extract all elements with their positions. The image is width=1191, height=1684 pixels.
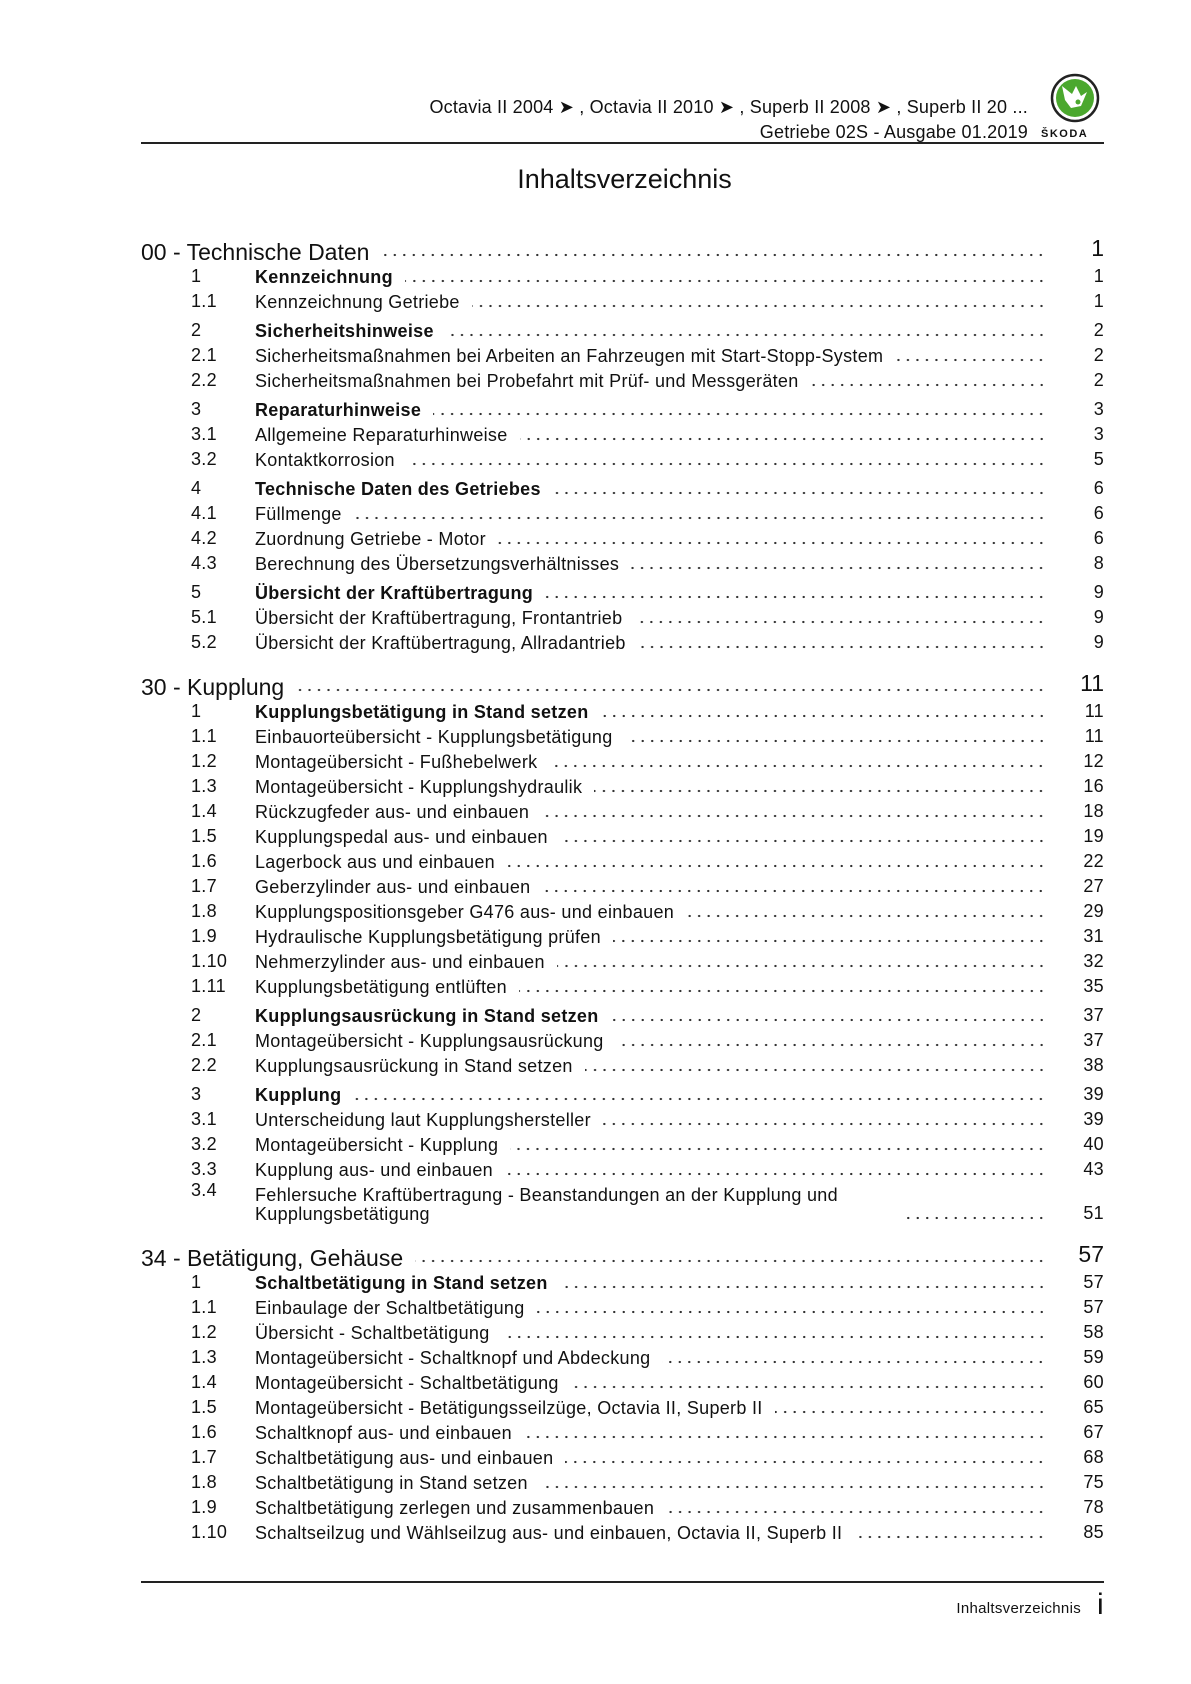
entry-page: 2: [1093, 320, 1104, 340]
entry-number: 1: [191, 701, 202, 721]
toc-entry[interactable]: [141, 1080, 1104, 1105]
entry-number: 1: [191, 266, 202, 286]
dot-leader: [560, 838, 1046, 844]
toc-entry[interactable]: [141, 1318, 1104, 1343]
entry-page: 68: [1083, 1447, 1104, 1467]
entry-page: 38: [1083, 1055, 1104, 1075]
entry-number: 5.1: [191, 607, 217, 627]
entry-title: Lagerbock aus und einbauen: [255, 852, 495, 872]
entry-title: Einbauorteübersicht - Kupplungsbetätigung: [255, 727, 613, 747]
entry-title: Kontaktkorrosion: [255, 450, 395, 470]
entry-title: Kupplungsausrückung in Stand setzen: [255, 1006, 599, 1026]
logo-text: ŠKODA: [1041, 128, 1089, 140]
entry-page: 65: [1083, 1397, 1104, 1417]
entry-number: 2.2: [191, 1055, 217, 1075]
dot-leader: [895, 357, 1046, 363]
toc-entry[interactable]: [141, 872, 1104, 897]
entry-title: Unterscheidung laut Kupplungshersteller: [255, 1110, 591, 1130]
entry-title: Übersicht der Kraftübertragung: [255, 583, 534, 603]
chapter-title: 34 - Betätigung, Gehäuse: [141, 1245, 404, 1271]
dot-leader: [545, 594, 1046, 600]
dot-leader: [634, 619, 1046, 625]
entry-page: 22: [1083, 851, 1104, 871]
entry-title: Kupplungsbetätigung in Stand setzen: [255, 702, 589, 722]
entry-number: 1: [191, 1272, 202, 1292]
entry-title: Geberzylinder aus- und einbauen: [255, 877, 531, 897]
entry-page: 59: [1083, 1347, 1104, 1367]
entry-page: 39: [1083, 1109, 1104, 1129]
entry-title: Montageübersicht - Schaltbetätigung: [255, 1373, 559, 1393]
entry-number: 2.2: [191, 370, 217, 390]
entry-number: 3.2: [191, 1134, 217, 1154]
toc-entry[interactable]: [141, 847, 1104, 872]
entry-number: 1.5: [191, 1397, 217, 1417]
entry-page: 8: [1093, 553, 1104, 573]
dot-leader: [510, 1146, 1046, 1152]
entry-title: Schaltbetätigung aus- und einbauen: [255, 1448, 554, 1468]
dot-leader: [553, 490, 1046, 496]
toc-entry[interactable]: [141, 1293, 1104, 1318]
dot-leader: [296, 687, 1046, 693]
entry-page: 39: [1083, 1084, 1104, 1104]
toc-entry[interactable]: [141, 697, 1104, 722]
entry-title: Schaltbetätigung in Stand setzen: [255, 1473, 528, 1493]
entry-title: Kennzeichnung: [255, 267, 393, 287]
entry-title: Berechnung des Übersetzungsverhältnisses: [255, 554, 620, 574]
toc-entry[interactable]: [141, 1130, 1104, 1155]
footer-divider: [141, 1581, 1104, 1583]
toc-entry[interactable]: [141, 603, 1104, 628]
toc-chapter[interactable]: [141, 667, 1104, 700]
header-models: Octavia II 2004 ➤ , Octavia II 2010 ➤ , Superb II 2008 ➤ , Superb II 20 ...: [429, 97, 1028, 117]
toc-entry[interactable]: [141, 922, 1104, 947]
entry-number: 1.3: [191, 776, 217, 796]
entry-title: Kupplungsausrückung in Stand setzen: [255, 1056, 573, 1076]
toc-entry[interactable]: [141, 972, 1104, 997]
entry-title: Montageübersicht - Kupplungsausrückung: [255, 1031, 604, 1051]
entry-title: Hydraulische Kupplungsbetätigung prüfen: [255, 927, 601, 947]
dot-leader: [502, 1334, 1046, 1340]
dot-leader: [505, 1171, 1046, 1177]
toc-entry[interactable]: [141, 1418, 1104, 1443]
dot-leader: [625, 738, 1046, 744]
chapter-title: 00 - Technische Daten: [141, 239, 370, 265]
entry-title: Montageübersicht - Kupplung: [255, 1135, 499, 1155]
entry-number: 2.1: [191, 345, 217, 365]
entry-title: Sicherheitsmaßnahmen bei Arbeiten an Fahrzeugen mit Start-Stopp-System: [255, 346, 884, 366]
entry-page: 3: [1093, 424, 1104, 444]
toc-entry[interactable]: [141, 578, 1104, 603]
dot-leader: [472, 303, 1046, 309]
entry-page: 11: [1084, 726, 1104, 746]
entry-page: 67: [1083, 1422, 1104, 1442]
toc-entry[interactable]: [141, 1343, 1104, 1368]
dot-leader: [542, 888, 1046, 894]
toc-entry[interactable]: [141, 341, 1104, 366]
dot-leader: [446, 332, 1046, 338]
toc-entry[interactable]: [141, 1518, 1104, 1543]
dot-leader: [613, 938, 1046, 944]
entry-title: Fehlersuche Kraftübertragung - Beanstandungen an der Kupplung und Kupplungsbetätigung: [255, 1185, 838, 1224]
entry-number: 1.4: [191, 801, 217, 821]
entry-number: 1.2: [191, 751, 217, 771]
entry-number: 3: [191, 1084, 202, 1104]
dot-leader: [603, 1121, 1046, 1127]
dot-leader: [565, 1459, 1046, 1465]
entry-title: Sicherheitshinweise: [255, 321, 434, 341]
entry-number: 3.4: [191, 1180, 217, 1200]
entry-title: Sicherheitsmaßnahmen bei Probefahrt mit Prüf- und Messgeräten: [255, 371, 799, 391]
toc-entry[interactable]: [141, 947, 1104, 972]
entry-title: Zuordnung Getriebe - Motor: [255, 529, 486, 549]
dot-leader: [616, 1042, 1046, 1048]
toc-entry[interactable]: [141, 395, 1104, 420]
dot-leader: [520, 436, 1046, 442]
dot-leader: [549, 763, 1046, 769]
entry-page: 1: [1093, 291, 1104, 311]
dot-leader: [519, 988, 1046, 994]
dot-leader: [557, 963, 1046, 969]
entry-number: 3.1: [191, 1109, 217, 1129]
entry-number: 1.10: [191, 1522, 228, 1542]
entry-title: Montageübersicht - Schaltknopf und Abdeckung: [255, 1348, 651, 1368]
dot-leader: [541, 813, 1046, 819]
entry-title: Nehmerzylinder aus- und einbauen: [255, 952, 545, 972]
dot-leader: [631, 565, 1046, 571]
entry-title: Schaltbetätigung in Stand setzen: [255, 1273, 548, 1293]
entry-page: 32: [1083, 951, 1104, 971]
entry-page: 37: [1083, 1030, 1104, 1050]
dot-leader: [560, 1284, 1046, 1290]
entry-page: 3: [1093, 399, 1104, 419]
entry-page: 19: [1083, 826, 1104, 846]
entry-page: 9: [1093, 632, 1104, 652]
entry-number: 1.2: [191, 1322, 217, 1342]
toc-entry[interactable]: [141, 1155, 1104, 1180]
dot-leader: [601, 713, 1047, 719]
dot-leader: [686, 913, 1046, 919]
entry-page: 75: [1083, 1472, 1104, 1492]
chapter-title: 30 - Kupplung: [141, 674, 285, 700]
dot-leader: [405, 278, 1046, 284]
entry-page: 51: [1083, 1203, 1104, 1223]
toc-entry[interactable]: [141, 1493, 1104, 1518]
dot-leader: [585, 1067, 1046, 1073]
toc-entry[interactable]: [141, 897, 1104, 922]
toc-entry[interactable]: [141, 262, 1104, 287]
toc-entry[interactable]: [141, 1268, 1104, 1293]
entry-number: 4.3: [191, 553, 217, 573]
entry-title: Rückzugfeder aus- und einbauen: [255, 802, 530, 822]
toc-entry[interactable]: [141, 474, 1104, 499]
entry-number: 1.8: [191, 1472, 217, 1492]
header-edition: Getriebe 02S - Ausgabe 01.2019: [759, 122, 1028, 142]
toc-chapter[interactable]: [141, 232, 1104, 265]
toc-chapter[interactable]: [141, 1238, 1104, 1271]
dot-leader: [594, 788, 1046, 794]
entry-page: 9: [1093, 607, 1104, 627]
entry-page: 35: [1083, 976, 1104, 996]
dot-leader: [854, 1534, 1046, 1540]
entry-number: 3.2: [191, 449, 217, 469]
dot-leader: [811, 382, 1046, 388]
entry-page: 60: [1083, 1372, 1104, 1392]
dot-leader: [571, 1384, 1046, 1390]
entry-title: Montageübersicht - Betätigungsseilzüge, Octavia II, Superb II: [255, 1398, 763, 1418]
toc-entry[interactable]: [141, 287, 1104, 312]
entry-page: 57: [1083, 1272, 1104, 1292]
toc-entry[interactable]: [141, 1180, 1104, 1224]
toc-entry[interactable]: [141, 1105, 1104, 1130]
entry-number: 1.1: [191, 726, 217, 746]
dot-leader: [540, 1484, 1046, 1490]
entry-page: 37: [1083, 1005, 1104, 1025]
entry-number: 1.5: [191, 826, 217, 846]
dot-leader: [537, 1309, 1047, 1315]
entry-page: 29: [1083, 901, 1104, 921]
toc-entry[interactable]: [141, 445, 1104, 470]
entry-number: 3.1: [191, 424, 217, 444]
footer-label: Inhaltsverzeichnis: [956, 1600, 1081, 1617]
entry-page: 43: [1083, 1159, 1104, 1179]
footer-page-number: i: [1097, 1588, 1104, 1621]
toc-entry[interactable]: [141, 366, 1104, 391]
entry-title: Kupplungspedal aus- und einbauen: [255, 827, 548, 847]
toc-entry[interactable]: [141, 628, 1104, 653]
dot-leader: [433, 411, 1046, 417]
entry-title: Reparaturhinweise: [255, 400, 422, 420]
entry-number: 5: [191, 582, 202, 602]
entry-title: Schaltseilzug und Wählseilzug aus- und einbauen, Octavia II, Superb II: [255, 1523, 843, 1543]
entry-title: Allgemeine Reparaturhinweise: [255, 425, 508, 445]
toc-entry[interactable]: [141, 549, 1104, 574]
dot-leader: [407, 461, 1046, 467]
entry-number: 1.6: [191, 851, 217, 871]
entry-number: 1.3: [191, 1347, 217, 1367]
dot-leader: [775, 1409, 1046, 1415]
entry-title: Schaltbetätigung zerlegen und zusammenbauen: [255, 1498, 655, 1518]
document-header: [429, 95, 1028, 145]
entry-number: 3.3: [191, 1159, 217, 1179]
entry-page: 57: [1083, 1297, 1104, 1317]
entry-title: Übersicht - Schaltbetätigung: [255, 1323, 490, 1343]
dot-leader: [507, 863, 1046, 869]
entry-page: 6: [1093, 503, 1104, 523]
dot-leader: [666, 1509, 1046, 1515]
chapter-page: 11: [1080, 670, 1104, 696]
entry-page: 31: [1083, 926, 1104, 946]
entry-title: Kennzeichnung Getriebe: [255, 292, 460, 312]
dot-leader: [415, 1258, 1046, 1264]
entry-number: 1.4: [191, 1372, 217, 1392]
entry-number: 2: [191, 320, 202, 340]
entry-number: 1.9: [191, 1497, 217, 1517]
entry-number: 1.10: [191, 951, 228, 971]
entry-title: Kupplung aus- und einbauen: [255, 1160, 493, 1180]
toc-entry[interactable]: [141, 772, 1104, 797]
toc-entry[interactable]: [141, 797, 1104, 822]
toc-entry[interactable]: [141, 499, 1104, 524]
entry-page: 16: [1083, 776, 1104, 796]
entry-page: 18: [1083, 801, 1104, 821]
entry-page: 40: [1083, 1134, 1104, 1154]
dot-leader: [524, 1434, 1046, 1440]
entry-title: Einbaulage der Schaltbetätigung: [255, 1298, 525, 1318]
chapter-page: 1: [1091, 235, 1104, 261]
entry-number: 1.9: [191, 926, 217, 946]
entry-number: 1.11: [191, 976, 226, 996]
entry-page: 2: [1093, 370, 1104, 390]
entry-title: Kupplung: [255, 1085, 342, 1105]
toc-entry[interactable]: [141, 747, 1104, 772]
toc-entry[interactable]: [141, 316, 1104, 341]
toc-entry[interactable]: [141, 1051, 1104, 1076]
entry-page: 85: [1083, 1522, 1104, 1542]
toc-entry[interactable]: [141, 524, 1104, 549]
dot-leader: [611, 1017, 1046, 1023]
entry-page: 27: [1083, 876, 1104, 896]
entry-page: 12: [1083, 751, 1104, 771]
entry-number: 3: [191, 399, 202, 419]
entry-title: Technische Daten des Getriebes: [255, 479, 541, 499]
page-title: Inhaltsverzeichnis: [517, 164, 732, 194]
entry-number: 1.1: [191, 291, 217, 311]
entry-number: 1.8: [191, 901, 217, 921]
dot-leader: [662, 1359, 1046, 1365]
entry-number: 4: [191, 478, 202, 498]
entry-number: 1.7: [191, 1447, 217, 1467]
entry-page: 6: [1093, 528, 1104, 548]
entry-title: Montageübersicht - Fußhebelwerk: [255, 752, 538, 772]
toc-entry[interactable]: [141, 1026, 1104, 1051]
toc-entry[interactable]: [141, 1468, 1104, 1493]
toc-entry[interactable]: [141, 420, 1104, 445]
entry-number: 4.2: [191, 528, 217, 548]
entry-number: 1.6: [191, 1422, 217, 1442]
table-of-contents: [141, 232, 1104, 1543]
chapter-page: 57: [1078, 1241, 1104, 1267]
entry-number: 5.2: [191, 632, 217, 652]
dot-leader: [907, 1215, 1046, 1221]
dot-leader: [354, 515, 1046, 521]
entry-page: 2: [1093, 345, 1104, 365]
toc-entry[interactable]: [141, 822, 1104, 847]
entry-title: Übersicht der Kraftübertragung, Allradantrieb: [255, 633, 626, 653]
toc-entry[interactable]: [141, 1001, 1104, 1026]
entry-page: 11: [1084, 701, 1104, 721]
entry-page: 9: [1093, 582, 1104, 602]
entry-number: 1.7: [191, 876, 217, 896]
dot-leader: [381, 252, 1046, 258]
dot-leader: [498, 540, 1046, 546]
entry-page: 5: [1093, 449, 1104, 469]
entry-title: Montageübersicht - Kupplungshydraulik: [255, 777, 583, 797]
entry-number: 1.1: [191, 1297, 217, 1317]
entry-number: 2.1: [191, 1030, 217, 1050]
entry-page: 78: [1083, 1497, 1104, 1517]
header-divider: [141, 142, 1104, 144]
dot-leader: [638, 644, 1046, 650]
entry-title: Kupplungspositionsgeber G476 aus- und einbauen: [255, 902, 675, 922]
entry-page: 6: [1093, 478, 1104, 498]
toc-entry[interactable]: [141, 1443, 1104, 1468]
entry-page: 1: [1093, 266, 1104, 286]
dot-leader: [353, 1096, 1046, 1102]
entry-title: Füllmenge: [255, 504, 342, 524]
toc-entry[interactable]: [141, 1368, 1104, 1393]
toc-entry[interactable]: [141, 1393, 1104, 1418]
entry-title: Schaltknopf aus- und einbauen: [255, 1423, 512, 1443]
entry-title: Kupplungsbetätigung entlüften: [255, 977, 507, 997]
toc-entry[interactable]: [141, 722, 1104, 747]
entry-number: 2: [191, 1005, 202, 1025]
entry-title: Übersicht der Kraftübertragung, Frontantrieb: [255, 608, 623, 628]
entry-page: 58: [1083, 1322, 1104, 1342]
entry-number: 4.1: [191, 503, 217, 523]
